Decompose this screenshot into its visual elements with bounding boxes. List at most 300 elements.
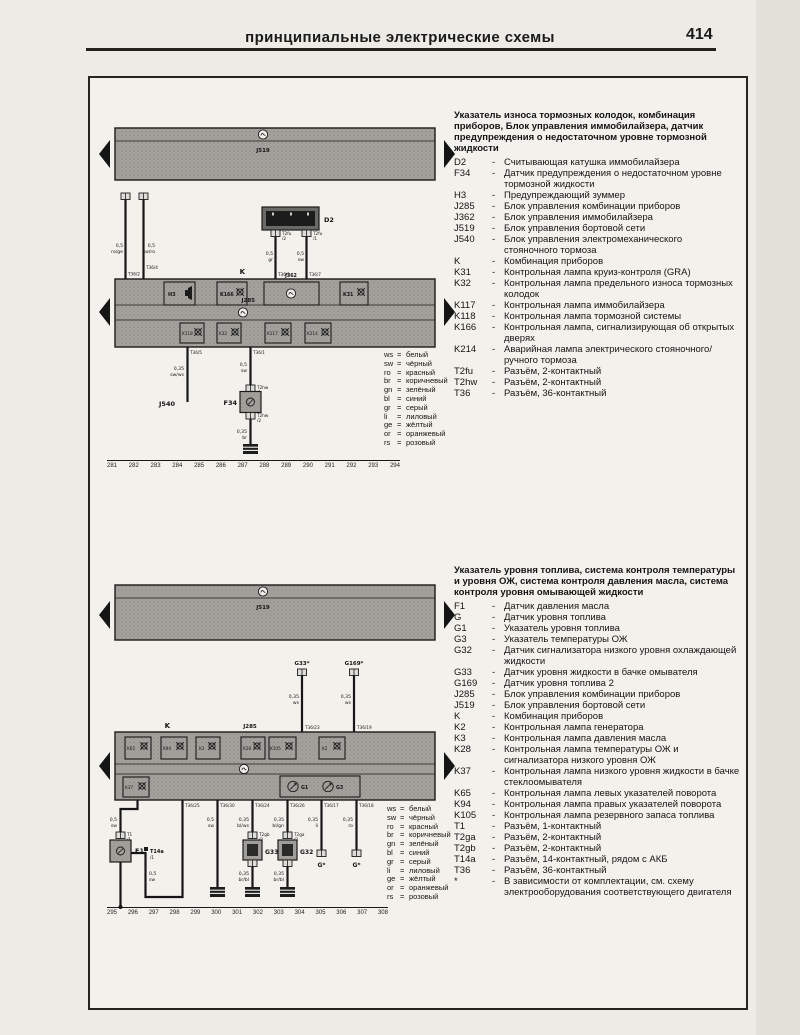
legend-row [454,810,740,821]
component-code: J540 [454,234,475,245]
continuation-arrow-left-icon [99,140,110,168]
dash: - [492,623,496,634]
lamp-icon [138,782,146,790]
equals-sign: = [397,358,402,368]
pin-label: T36/1 [253,350,265,355]
wire-color-name: коричневый [406,376,448,386]
component-code: K28 [454,744,471,755]
wire-color-abbr: li [384,411,388,421]
connector-label: T2ga [294,832,305,837]
bus-band-j519 [115,128,435,180]
component-label-j362: J362 [285,274,297,279]
wire-label: sw/ws [170,373,184,378]
lamp-icon [176,742,184,750]
component-code: T36 [454,865,471,876]
dash: - [492,876,496,887]
equals-sign: = [400,821,405,831]
equals-sign: = [397,429,402,439]
component-label-f1: F1 [135,847,144,855]
wire-label: sw [207,824,214,829]
legend-row [454,799,740,810]
legend-title: Указатель износа тормозных колодок, комбинация приборов, Блок управления иммобилайзера, датчик предупреждения о недостаточном уровне тормозной жидкости [454,110,707,154]
component-label-k214: K214 [307,331,318,336]
band-symbol-icon [238,308,247,317]
wire-color-abbr: ge [387,874,396,884]
wire-label: 0,35 [238,872,249,877]
component-code: G33 [454,667,472,678]
component-label-k117: K117 [267,331,278,336]
legend-row [454,311,736,322]
component-label-k37: K37 [125,785,134,790]
dash: - [492,799,496,810]
wire-color-abbr: ro [387,821,394,831]
component-label-k118: K118 [182,331,193,336]
dash: - [492,700,496,711]
feed-wires [111,193,158,279]
wire-label: 0,35 [273,818,284,823]
ruler-number: 294 [389,463,400,469]
component-description: Контрольная лампа низкого уровня жидкости в бачке стеклоомывателя [504,766,740,788]
equals-sign: = [400,812,405,822]
legend-row [454,821,740,832]
dash: - [492,601,496,612]
component-description: Комбинация приборов [504,256,604,267]
lamp-icon [140,742,148,750]
legend-row [454,788,740,799]
legend-row [454,300,736,311]
current-track-ruler [107,460,400,469]
pin-label: T36/17 [324,803,339,808]
legend-row [454,843,740,854]
component-label-k166: K166 [220,293,234,298]
band-symbol-icon [286,289,295,298]
ruler-number: 281 [107,463,118,469]
equals-sign: = [400,839,405,849]
component-code: K94 [454,799,471,810]
ruler-number: 286 [215,463,226,469]
wire-label: sw [240,369,247,374]
legend-row [454,278,736,300]
g33-branch [237,800,278,897]
component-code: G1 [454,623,467,634]
wire-label: ro [348,824,353,829]
component-description: Разъём, 2-контактный [504,832,602,843]
equals-sign: = [397,393,402,403]
component-code: J285 [454,689,475,700]
wire-color-key [387,805,451,902]
lamp-icon [231,328,239,336]
lamp-icon [285,742,293,750]
wire-color-name: белый [409,804,432,813]
wire-label: sw [297,258,304,263]
wire-color-abbr: ro [384,367,391,377]
paper-edge [756,0,800,1035]
equals-sign: = [400,891,405,901]
continuation-arrow-left-icon [99,298,110,326]
legend-row [454,267,736,278]
component-description: Разъём, 2-контактный [504,843,602,854]
wire-color-name: красный [406,367,436,377]
component-description: Блок управления бортовой сети [504,223,646,234]
ruler-number: 289 [281,463,292,469]
band-symbol-icon [258,587,267,596]
wire-label: sw/ro [142,250,155,255]
legend-row [454,733,740,744]
wire-color-abbr: br [384,376,391,386]
component-code: T2gb [454,843,476,854]
wire-color-name: жёлтый [406,420,433,430]
wire-color-name: красный [409,821,439,831]
equals-sign: = [397,437,402,447]
ruler-number: 301 [232,910,243,916]
wire-label: 0,35 [340,695,351,700]
component-label-g169s: G169* [344,661,364,667]
equals-sign: = [400,865,405,875]
wire-label: 0,5 [147,244,155,249]
legend-row [454,601,740,612]
component-code: T1 [454,821,466,832]
component-code: G32 [454,645,472,656]
component-code: K [454,256,461,267]
wire-color-abbr: gr [387,856,394,866]
ruler-number: 282 [128,463,139,469]
component-description: Указатель температуры ОЖ [504,634,628,645]
wire-label: ro/ge [111,250,123,255]
wire-color-abbr: sw [384,358,394,368]
pin-label: T36/7 [309,272,321,277]
pin-label: T36/9 [278,272,290,277]
dash: - [492,344,496,355]
legend-row [454,190,736,201]
band-label-k: K [164,722,170,730]
legend-rows [454,157,736,399]
wire-color-name: жёлтый [409,874,436,884]
wire-label: 0,35 [273,872,284,877]
legend-rows [454,601,740,898]
lamp-icon [208,742,216,750]
legend-row [454,322,736,344]
wire-color-name: розовый [409,891,439,901]
wire-color-name: зелёный [409,839,439,849]
legend-row [454,678,740,689]
component-description: Разъём, 36-контактный [504,865,607,876]
legend-row [454,700,740,711]
ruler-number: 308 [377,910,388,916]
wire-label: 0,5 [149,872,157,877]
equals-sign: = [397,367,402,377]
wire-color-abbr: rs [387,891,394,901]
component-description: Комбинация приборов [504,711,604,722]
lamp-icon [194,328,202,336]
legend-row [454,865,740,876]
wire-color-abbr: li [387,865,391,875]
ruler-number: 300 [211,910,222,916]
wire-label: br/bl [238,878,249,883]
lamp-icon [321,328,329,336]
pin-label: T36/30 [220,803,235,808]
f1-branch [110,800,200,909]
ground-icon [210,887,225,897]
pin-label: T36/23 [305,725,320,730]
ruler-number: 296 [127,910,138,916]
component-d2 [262,207,334,279]
component-description: Контрольная лампа, сигнализирующая об открытых дверях [504,322,735,344]
component-label-g1: G1 [301,786,309,791]
dash: - [492,733,496,744]
component-code: K117 [454,300,476,311]
wire-color-row [384,439,448,448]
connector-pin: /1 [313,236,318,241]
ruler-number: 290 [302,463,313,469]
component-label-k28: K28 [243,746,252,751]
component-description: Контрольная лампа иммобилайзера [504,300,665,311]
component-label-k32: K32 [219,331,228,336]
component-code: G3 [454,634,467,645]
pin-label: T36/26 [290,803,305,808]
wire-label: 0,35 [342,818,353,823]
legend-row [454,366,736,377]
wire-label: 0,5 [109,818,117,823]
component-label-j540: J540 [159,400,175,408]
gstar-branch-2 [343,800,374,869]
wire-label: sw [110,824,117,829]
ruler-number: 295 [107,910,118,916]
component-code: G [454,612,462,623]
dash: - [492,689,496,700]
component-description: Датчик уровня топлива [504,612,606,623]
pin-label: T36/25 [185,803,200,808]
component-label-g33s: G33* [294,661,310,667]
dash: - [492,832,496,843]
dash: - [492,157,496,168]
connector-label: T2fu [282,231,292,236]
component-code: J519 [454,700,475,711]
component-description: Датчик уровня топлива 2 [504,678,614,689]
wire-color-name: синий [406,393,427,403]
dash: - [492,377,496,388]
wire-color-name: розовый [406,437,436,447]
component-description: Контрольная лампа давления масла [504,733,667,744]
component-description: Контрольная лампа предельного износа тормозных колодок [504,278,733,300]
band-label-j519: J519 [256,605,270,611]
equals-sign: = [397,420,402,430]
wire-label: 0,35 [288,695,299,700]
component-code: K105 [454,810,477,821]
component-code: K [454,711,461,722]
dash: - [492,168,496,179]
wire-to-j540 [158,347,202,408]
component-description: Контрольная лампа левых указателей поворота [504,788,717,799]
component-label-k94: K94 [163,746,172,751]
wire-label: sw [149,878,156,883]
component-label-k2: K2 [322,746,328,751]
component-code: J519 [454,223,475,234]
dash: - [492,667,496,678]
wire-label: bl/ws [237,824,249,829]
band-label-j285: J285 [241,298,255,304]
wire-color-abbr: gr [384,402,391,412]
wire-color-abbr: or [387,883,394,893]
legend-row [454,854,740,865]
dash: - [492,865,496,876]
component-code: K214 [454,344,477,355]
current-track-ruler [107,907,388,916]
component-label-h3: H3 [168,292,176,298]
legend-row [454,744,740,766]
ground-icon [280,887,295,897]
wire-color-abbr: gn [384,385,393,395]
sensor-g33 [289,661,320,732]
wire-color-name: синий [409,847,430,857]
wire-label: 0,5 [239,363,247,368]
wire-label: ws [292,701,299,706]
legend-row [454,623,740,634]
dash: - [492,388,496,399]
equals-sign: = [397,411,402,421]
component-code: K32 [454,278,471,289]
component-code: * [454,876,458,887]
ruler-number: 298 [169,910,180,916]
ruler-number: 305 [315,910,326,916]
lamp-icon [357,288,365,296]
wire-color-name: оранжевый [409,883,449,893]
wire-label: ws [344,701,351,706]
component-label-k31: K31 [343,293,354,298]
component-label-k105: K105 [270,746,281,751]
wire-color-name: белый [406,350,429,359]
dash: - [492,212,496,223]
dash: - [492,821,496,832]
component-code: H3 [454,190,467,201]
connector-pin: /1 [150,855,155,860]
wire-label: 0,35 [173,367,184,372]
component-description: Разъём, 1-контактный [504,821,602,832]
wire-color-name: оранжевый [406,429,446,439]
band-label-j519: J519 [256,148,270,154]
legend-row [454,256,736,267]
lamp-icon [281,328,289,336]
band-label-j285: J285 [243,724,257,730]
component-code: K31 [454,267,471,278]
ruler-number: 292 [346,463,357,469]
dash: - [492,256,496,267]
component-description: Контрольная лампа круиз-контроля (GRA) [504,267,691,278]
dash: - [492,300,496,311]
dash: - [492,366,496,377]
dash: - [492,267,496,278]
equals-sign: = [400,804,405,813]
legend-row [454,201,736,212]
component-description: Блок управления бортовой сети [504,700,646,711]
wire-color-abbr: rs [384,437,391,447]
pin-label: T36/5 [190,350,202,355]
legend-row [454,157,736,168]
cluster-band-k [115,732,435,800]
connector-label: T2gb [259,832,270,837]
component-label-k65: K65 [127,746,136,751]
wire-color-key [384,351,448,448]
dash: - [492,612,496,623]
component-code: D2 [454,157,467,168]
dash: - [492,278,496,289]
sensor-g169 [341,661,372,732]
component-code: K65 [454,788,471,799]
component-description: Контрольная лампа тормозной системы [504,311,682,322]
component-code: G169 [454,678,478,689]
connector-label: T1 [127,832,133,837]
wire-label: br [242,436,247,441]
dash: - [492,223,496,234]
equals-sign: = [400,847,405,857]
component-description: Датчик давления масла [504,601,610,612]
content-frame [88,76,748,1010]
pin-label: T36/24 [255,803,270,808]
dash: - [492,311,496,322]
dash: - [492,190,496,201]
component-code: J285 [454,201,475,212]
ruler-number: 285 [194,463,205,469]
component-code: F34 [454,168,471,179]
legend-row [454,876,740,898]
component-code: T2fu [454,366,474,377]
page-title: принципиальные электрические схемы [245,29,555,46]
component-description: Датчик предупреждения о недостаточном уровне тормозной жидкости [504,168,722,190]
wire-color-abbr: br [387,830,394,840]
wire-label: 0,5 [265,252,273,257]
dash: - [492,234,496,245]
legend-row [454,212,736,223]
band-symbol-icon [239,764,248,773]
lamp-icon [333,742,341,750]
legend-title: Указатель уровня топлива, система контроля температуры и уровня ОЖ, система контроля давления масла, система контроля уровня омывающей жидкости [454,565,736,598]
ruler-number: 283 [150,463,161,469]
component-label-gstar: G* [352,862,361,869]
legend-row [454,634,740,645]
ground-icon [245,887,260,897]
pin-label: T36/19 [357,725,372,730]
component-code: T2ga [454,832,476,843]
component-code: K37 [454,766,471,777]
legend-row [454,667,740,678]
band-symbol-icon [258,130,267,139]
wire-color-name: серый [406,402,428,412]
wire-color-name: чёрный [406,358,432,368]
wire-color-row [387,893,451,902]
equals-sign: = [397,402,402,412]
wire-color-name: серый [409,856,431,866]
legend-row [454,234,736,256]
dash: - [492,678,496,689]
component-label-f34: F34 [223,399,237,407]
header-rule [86,48,716,51]
component-code: K166 [454,322,477,333]
ruler-number: 304 [294,910,305,916]
component-code: T2hw [454,377,478,388]
ruler-number: 299 [190,910,201,916]
connector-label: T2hw [257,413,269,418]
page-number: 414 [686,26,713,43]
ruler-number: 284 [172,463,183,469]
component-label-g33: G33 [265,849,279,856]
ruler-number: 287 [237,463,248,469]
dash: - [492,766,496,777]
legend-row [454,344,736,366]
component-code: F1 [454,601,466,612]
connector-label-t14a: T14a [150,849,164,855]
component-description: Датчик уровня жидкости в бачке омывателя [504,667,698,678]
equals-sign: = [400,883,405,893]
pin-label: T36/2 [128,271,140,277]
